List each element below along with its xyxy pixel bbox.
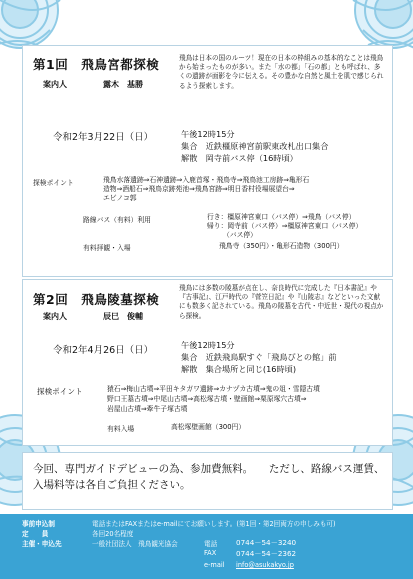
- tel-label: 電話: [204, 540, 218, 548]
- tour1-card: [22, 45, 393, 277]
- fax-value: 0744－54－2362: [236, 549, 297, 558]
- tour1-points-label: 探検ポイント: [33, 179, 74, 187]
- tour1-title: 第1回 飛鳥宮都探検: [33, 57, 160, 72]
- tour1-guide-label: 案内人: [43, 80, 67, 89]
- tour2-guide-name: 辰巳 俊輔: [103, 312, 143, 321]
- tour1-dismissal: 解散 岡寺前バス停（16時頃）: [181, 153, 298, 163]
- tour2-points-line3: 岩屋山古墳⇒牽牛子塚古墳: [107, 405, 188, 413]
- apply-label: 事前申込制: [22, 520, 55, 528]
- organizer-text: 一般社団法人 飛鳥観光協会: [92, 540, 178, 548]
- fax-label: FAX: [204, 549, 217, 557]
- tour2-guide-label: 案内人: [43, 312, 67, 321]
- tour1-description: 飛鳥は日本の国のルーツ！現在の日本の枠組みの基本的なことは飛鳥から始まったものが多い。また「水の都」「石の都」とも呼ばれ、多くの遺跡が面影を今に伝える。その豊かな自然と風土を肌で感じられるよう探索します。: [179, 54, 384, 90]
- tour1-points-line2: 造物⇒酒船石⇒飛鳥京跡苑池⇒飛鳥宮跡⇒明日香村役場展望台⇒: [103, 185, 295, 193]
- tour1-fee-value: 飛鳥寺（350円）・亀形石造物（300円）: [219, 242, 344, 250]
- tour1-date: 令和2年3月22日（日）: [53, 132, 154, 143]
- footer-contact: [0, 514, 413, 579]
- tour2-date: 令和2年4月26日（日）: [53, 345, 154, 356]
- tour1-bus-label: 路線バス（有料）利用: [83, 216, 151, 224]
- email-link[interactable]: info@asukakyo.jp: [236, 561, 294, 569]
- tour2-points-line2: 野口王墓古墳⇒中尾山古墳⇒高松塚古墳・壁画館⇒栗原塚穴古墳⇒: [107, 395, 307, 403]
- capacity-text: 各回20名程度: [92, 530, 134, 538]
- notice-line1: 今回、専門ガイドデビューの為、参加費無料。 ただし、路線バス運賃、: [33, 463, 385, 475]
- tour2-title: 第2回 飛鳥陵墓探検: [33, 292, 160, 307]
- notice-box: [22, 452, 393, 510]
- tour2-points-label: 探検ポイント: [37, 387, 83, 396]
- apply-text: 電話またはFAXまたはe-mailにてお願いします。(第1回・第2回両方の申しみも可): [92, 520, 336, 528]
- tour2-meeting: 集合 近鉄飛鳥駅すぐ「飛鳥びとの館」前: [181, 352, 337, 362]
- tour1-fee-label: 有料拝観・入場: [83, 244, 131, 252]
- tour2-fee-value: 高松塚壁画館（300円）: [171, 423, 246, 431]
- tour2-time: 午後12時15分: [181, 340, 235, 350]
- tour1-time: 午後12時15分: [181, 129, 235, 139]
- tour2-description: 飛鳥には多数の陵墓が点在し、奈良時代に完成した『日本書記』や『古事記』、江戸時代の『菅笠日記』や『山陵志』などといった文献にも数多く記されている。飛鳥の陵墓を古代・中近世・現代の視点から探検。: [179, 284, 384, 320]
- tour2-points-line1: 猿石⇒梅山古墳⇒平田キタガワ遺跡⇒カナヅカ古墳⇒鬼の俎・雪隠古墳: [107, 385, 320, 393]
- tel-value: 0744－54－3240: [236, 538, 297, 547]
- tour1-points-line1: 飛鳥水落遺跡⇒石神遺跡⇒入鹿首塚・飛鳥寺⇒飛鳥池工房跡⇒亀形石: [103, 176, 310, 184]
- organizer-label: 主催・申込先: [22, 540, 62, 548]
- tour1-meeting: 集合 近鉄橿原神宮前駅東改札出口集合: [181, 141, 329, 151]
- tour1-bus-return-cont: （バス停）: [223, 231, 257, 239]
- capacity-label: 定 員: [22, 530, 49, 538]
- tour2-card: [22, 279, 393, 446]
- tour1-points-line3: エビノコ郭: [103, 194, 137, 202]
- email-label: e-mail: [204, 561, 225, 569]
- tour2-dismissal: 解散 集合場所と同じ(16時頃): [181, 364, 297, 374]
- tour1-guide-name: 露木 基勝: [103, 80, 143, 89]
- tour2-fee-label: 有料入場: [107, 425, 135, 433]
- tour1-bus-go: 行き：橿原神宮東口（バス停）⇒飛鳥（バス停）: [207, 213, 356, 221]
- notice-line2: 入場料等は各自ご負担ください。: [33, 479, 191, 491]
- tour1-bus-return: 帰り：岡寺前（バス停）⇒橿原神宮東口（バス停）: [207, 222, 363, 230]
